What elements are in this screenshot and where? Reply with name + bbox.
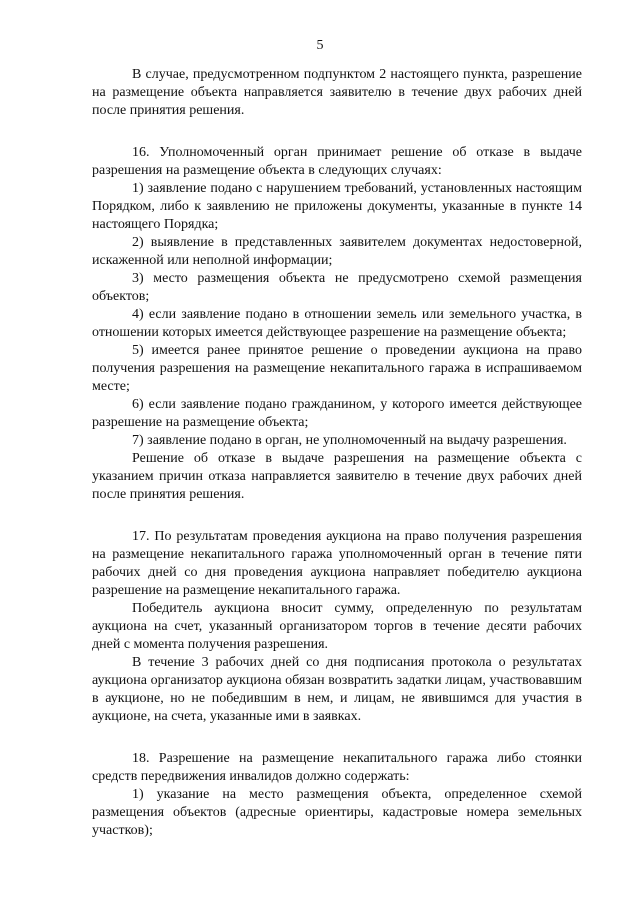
paragraph: Победитель аукциона вносит сумму, определенную по результатам аукциона на счет, указанный организатором торгов в течение десяти рабочих дней с момента получения разрешения. xyxy=(92,601,582,652)
paragraph: Решение об отказе в выдаче разрешения на размещение объекта с указанием причин отказа направляется заявителю в течение двух рабочих дней после принятия решения. xyxy=(92,451,582,502)
list-item: 5) имеется ранее принятое решение о проведении аукциона на право получения разрешения на размещение некапитального гаража в испрашиваемом месте; xyxy=(92,343,582,394)
section-17 xyxy=(92,528,582,726)
list-item: 1) указание на место размещения объекта, определенное схемой размещения объектов (адресные ориентиры, кадастровые номера земельных участков); xyxy=(92,787,582,838)
paragraph: В течение 3 рабочих дней со дня подписания протокола о результатах аукциона организатор аукциона обязан возвратить задатки лицам, участвовавшим в аукционе, но не победившим в нем, и лицам, не явившимся для участия в аукционе, на счета, указанные ими в заявках. xyxy=(92,655,582,724)
paragraph: 16. Уполномоченный орган принимает решение об отказе в выдаче разрешения на размещение объекта в следующих случаях: xyxy=(92,145,582,178)
list-item: 1) заявление подано с нарушением требований, установленных настоящим Порядком, либо к заявлению не приложены документы, указанные в пункте 14 настоящего Порядка; xyxy=(92,181,582,232)
list-item: 2) выявление в представленных заявителем документах недостоверной, искаженной или неполной информации; xyxy=(92,235,582,268)
list-item: 6) если заявление подано гражданином, у которого имеется действующее разрешение на размещение объекта; xyxy=(92,397,582,430)
paragraph: 18. Разрешение на размещение некапитального гаража либо стоянки средств передвижения инвалидов должно содержать: xyxy=(92,751,582,784)
paragraph: В случае, предусмотренном подпунктом 2 настоящего пункта, разрешение на размещение объекта направляется заявителю в течение двух рабочих дней после принятия решения. xyxy=(92,67,582,118)
section-18 xyxy=(92,750,582,840)
list-item: 4) если заявление подано в отношении земель или земельного участка, в отношении которых имеется действующее разрешение на размещение объекта; xyxy=(92,307,582,340)
list-item: 3) место размещения объекта не предусмотрено схемой размещения объектов; xyxy=(92,271,582,304)
document-body xyxy=(92,66,582,840)
section-16 xyxy=(92,144,582,504)
page-number: 5 xyxy=(316,38,324,53)
paragraph: 17. По результатам проведения аукциона на право получения разрешения на размещение некапитального гаража уполномоченный орган в течение пяти рабочих дней со дня проведения аукциона направляет победителю аукциона разрешение на размещение некапитального гаража. xyxy=(92,529,582,598)
section-intro xyxy=(92,66,582,120)
list-item: 7) заявление подано в орган, не уполномоченный на выдачу разрешения. xyxy=(132,433,567,448)
